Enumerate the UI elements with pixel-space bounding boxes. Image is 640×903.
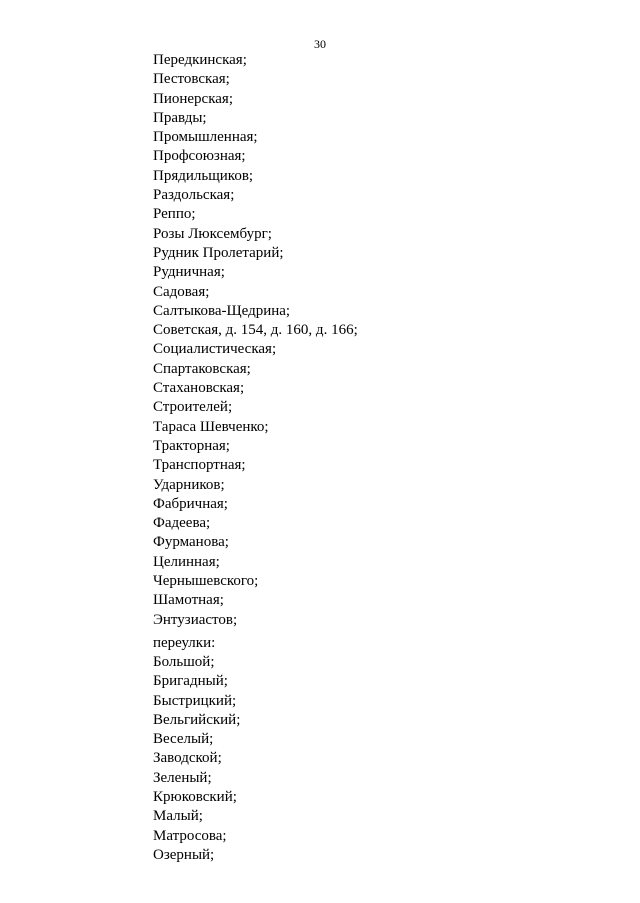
street-item: Энтузиастов; <box>153 611 238 628</box>
lanes-heading: переулки: <box>153 635 216 651</box>
street-item: Спартаковская; <box>153 360 251 377</box>
street-item: Стахановская; <box>153 380 245 397</box>
street-item: Строителей; <box>153 399 233 416</box>
street-item: Садовая; <box>153 283 210 300</box>
street-item: Реппо; <box>153 206 196 223</box>
street-item: Промышленная; <box>153 129 258 146</box>
street-item: Целинная; <box>153 553 220 570</box>
lane-item: Веселый; <box>153 731 214 748</box>
lane-item: Крюковский; <box>153 789 237 806</box>
lane-item: Быстрицкий; <box>153 692 237 709</box>
street-item: Тараса Шевченко; <box>153 418 269 435</box>
street-item: Рудник Пролетарий; <box>153 244 284 261</box>
lane-item: Озерный; <box>153 846 215 863</box>
street-item: Пестовская; <box>153 71 230 88</box>
street-item: Раздольская; <box>153 187 235 204</box>
street-item: Социалистическая; <box>153 341 277 358</box>
street-item: Салтыкова-Щедрина; <box>153 302 291 319</box>
street-item: Розы Люксембург; <box>153 225 272 242</box>
street-list <box>153 51 358 630</box>
lane-item: Бригадный; <box>153 673 228 690</box>
street-item: Прядильщиков; <box>153 167 254 184</box>
lane-item: Большой; <box>153 654 215 670</box>
street-item: Транспортная; <box>153 457 246 474</box>
street-item: Фадеева; <box>153 515 211 532</box>
page-number: 30 <box>314 37 326 51</box>
lane-item: Матросова; <box>153 827 227 844</box>
street-item: Рудничная; <box>153 264 225 281</box>
street-item: Чернышевского; <box>153 573 259 590</box>
street-item: Фурманова; <box>153 534 229 551</box>
street-item: Советская, д. 154, д. 160, д. 166; <box>153 322 358 339</box>
street-item: Ударников; <box>153 476 225 493</box>
street-item: Правды; <box>153 109 207 126</box>
street-item: Фабричная; <box>153 495 228 512</box>
lane-list <box>153 653 240 865</box>
street-item: Передкинская; <box>153 52 247 68</box>
lane-item: Малый; <box>153 808 203 825</box>
lane-item: Зеленый; <box>153 769 212 786</box>
lane-item: Заводской; <box>153 750 222 767</box>
street-item: Профсоюзная; <box>153 148 246 165</box>
lane-item: Вельгийский; <box>153 711 241 728</box>
street-item: Тракторная; <box>153 437 230 454</box>
street-item: Пионерская; <box>153 90 233 107</box>
street-item: Шамотная; <box>153 592 224 609</box>
